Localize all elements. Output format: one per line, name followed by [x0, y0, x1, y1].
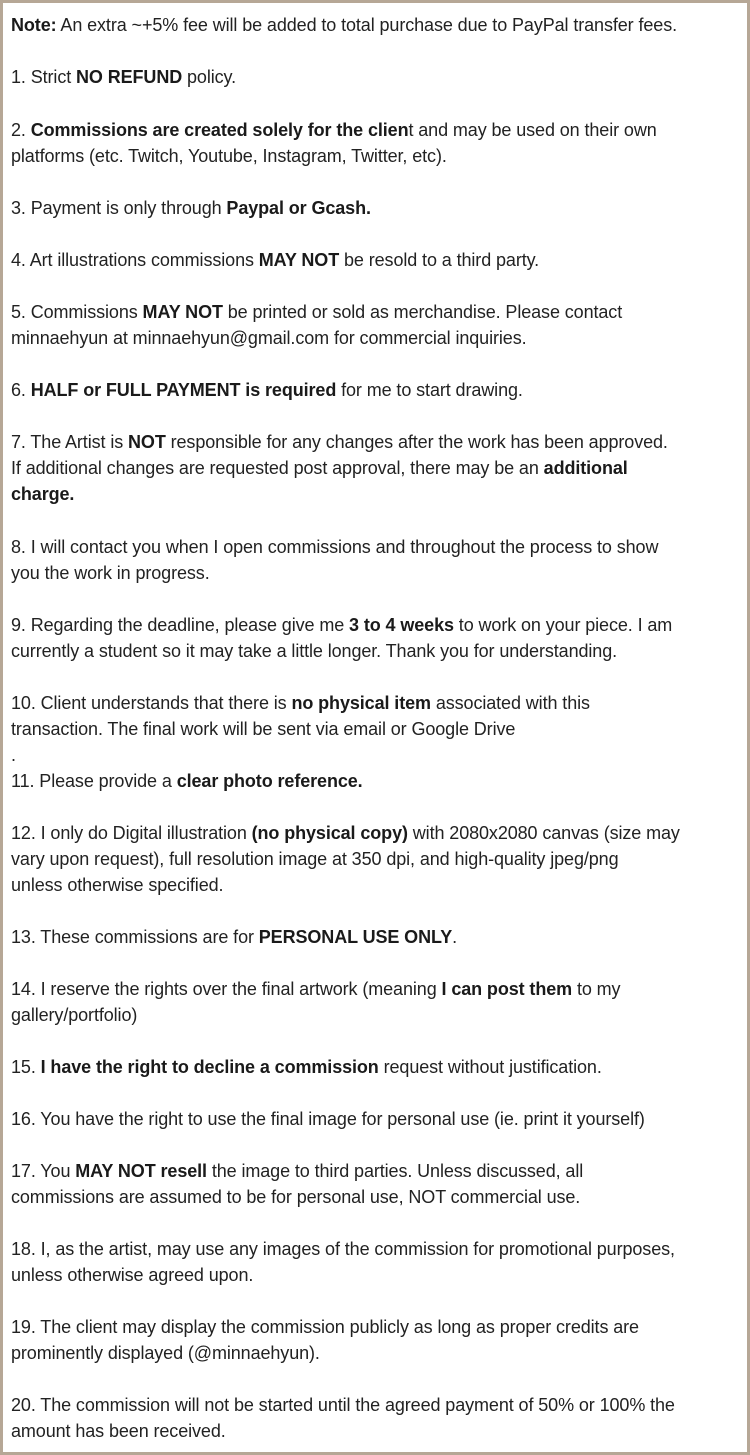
- term-line: [11, 1184, 743, 1210]
- term-line: [11, 1158, 743, 1184]
- term-emphasis: MAY NOT: [142, 302, 223, 322]
- term-line: [11, 1314, 743, 1340]
- term-text: responsible for any changes after the work has been approved.: [165, 432, 668, 452]
- term-text: 6.: [11, 380, 31, 400]
- term-line: [11, 560, 743, 586]
- term-text: policy.: [182, 67, 237, 87]
- term-text: 19. The client may display the commission publicly as long as proper credits are: [11, 1317, 639, 1337]
- term-text: for me to start drawing.: [336, 380, 523, 400]
- term-text: 16. You have the right to use the final image for personal use (ie. print it yourself): [11, 1109, 645, 1129]
- term-text: 7. The Artist is: [11, 432, 129, 452]
- term-line: [11, 690, 743, 716]
- term-emphasis: no physical item: [291, 693, 431, 713]
- term-text: prominently displayed (@minnaehyun).: [11, 1343, 320, 1363]
- term-text: An extra ~+5% fee will be added to total purchase due to PayPal transfer fees.: [56, 15, 677, 35]
- term-text: 10. Client understands that there is: [11, 693, 292, 713]
- term-line: [11, 117, 743, 143]
- term-text: currently a student so it may take a little longer. Thank you for understanding.: [11, 641, 618, 661]
- term-line: [11, 299, 743, 325]
- term-line: [11, 247, 743, 273]
- term-line: [11, 325, 743, 351]
- term-text: transaction. The final work will be sent via email or Google Drive: [11, 719, 516, 739]
- term-text: 9. Regarding the deadline, please give me: [11, 615, 350, 635]
- term-text: .: [452, 927, 458, 947]
- term-text: 8. I will contact you when I open commissions and throughout the process to show: [11, 537, 659, 557]
- term-emphasis: Paypal or Gcash.: [226, 198, 371, 218]
- term-line: [11, 768, 743, 794]
- term-text: 2.: [11, 120, 31, 140]
- term-text: 15.: [11, 1057, 41, 1077]
- term-line: [11, 455, 743, 481]
- term-text: 20. The commission will not be started until the agreed payment of 50% or 100% the: [11, 1395, 675, 1415]
- term-emphasis: I have the right to decline a commission: [40, 1057, 379, 1077]
- term-line: [11, 1340, 743, 1366]
- term-line: [11, 976, 743, 1002]
- term-text: unless otherwise agreed upon.: [11, 1265, 254, 1285]
- term-text: to work on your piece. I am: [453, 615, 673, 635]
- term-line: [11, 872, 743, 898]
- term-line: [11, 481, 743, 507]
- term-line: [11, 638, 743, 664]
- term-text: 12. I only do Digital illustration: [11, 823, 252, 843]
- term-line: [11, 429, 743, 455]
- term-emphasis: additional: [543, 458, 628, 478]
- term-text: 4. Art illustrations commissions: [11, 250, 259, 270]
- term-line: [11, 1002, 743, 1028]
- term-line: [11, 143, 743, 169]
- term-line: [11, 534, 743, 560]
- term-line: [11, 1106, 743, 1132]
- term-text: vary upon request), full resolution image at 350 dpi, and high-quality jpeg/png: [11, 849, 619, 869]
- term-text: to my: [572, 979, 621, 999]
- term-emphasis: charge.: [11, 484, 75, 504]
- term-line: [11, 924, 743, 950]
- term-text: 14. I reserve the rights over the final artwork (meaning: [11, 979, 442, 999]
- term-line: [11, 1236, 743, 1262]
- term-text: commissions are assumed to be for personal use, NOT commercial use.: [11, 1187, 581, 1207]
- term-line: [11, 195, 743, 221]
- term-line: [11, 1262, 743, 1288]
- term-emphasis: clear photo reference.: [176, 771, 363, 791]
- term-text: t and may be used on their own: [408, 120, 657, 140]
- term-line: [11, 1392, 743, 1418]
- term-emphasis: Note:: [11, 15, 57, 35]
- term-line: [11, 612, 743, 638]
- term-text: request without justification.: [378, 1057, 602, 1077]
- term-emphasis: NO REFUND: [76, 67, 183, 87]
- term-emphasis: Commissions are created solely for the clien: [30, 120, 409, 140]
- term-text: 13. These commissions are for: [11, 927, 259, 947]
- term-text: the image to third parties. Unless discussed, all: [206, 1161, 584, 1181]
- term-text: 3. Payment is only through: [11, 198, 227, 218]
- term-line: [11, 820, 743, 846]
- term-emphasis: PERSONAL USE ONLY: [258, 927, 453, 947]
- term-text: with 2080x2080 canvas (size may: [407, 823, 680, 843]
- term-line: [11, 64, 743, 90]
- term-emphasis: MAY NOT: [258, 250, 340, 270]
- term-line: [11, 742, 743, 768]
- term-emphasis: HALF or FULL PAYMENT is required: [30, 380, 337, 400]
- term-text: 11. Please provide a: [11, 771, 177, 791]
- term-line: [11, 1418, 743, 1444]
- term-text: gallery/portfolio): [11, 1005, 138, 1025]
- term-text: be printed or sold as merchandise. Please contact: [222, 302, 623, 322]
- fee-note-line: [11, 12, 743, 38]
- term-emphasis: I can post them: [441, 979, 573, 999]
- term-emphasis: 3 to 4 weeks: [349, 615, 454, 635]
- term-text: you the work in progress.: [11, 563, 210, 583]
- term-text: unless otherwise specified.: [11, 875, 224, 895]
- term-emphasis: (no physical copy): [251, 823, 408, 843]
- term-line: [11, 846, 743, 872]
- term-text: platforms (etc. Twitch, Youtube, Instagram, Twitter, etc).: [11, 146, 447, 166]
- term-text: minnaehyun at minnaehyun@gmail.com for commercial inquiries.: [11, 328, 527, 348]
- term-text: If additional changes are requested post approval, there may be an: [11, 458, 544, 478]
- term-text: be resold to a third party.: [339, 250, 540, 270]
- term-line: [11, 1054, 743, 1080]
- term-emphasis: MAY NOT resell: [75, 1161, 207, 1181]
- term-text: 18. I, as the artist, may use any images of the commission for promotional purposes,: [11, 1239, 675, 1259]
- term-line: [11, 716, 743, 742]
- term-text: amount has been received.: [11, 1421, 226, 1441]
- term-text: .: [11, 745, 16, 765]
- term-text: 1. Strict: [11, 67, 77, 87]
- term-text: 17. You: [11, 1161, 76, 1181]
- term-emphasis: NOT: [128, 432, 166, 452]
- term-line: [11, 377, 743, 403]
- term-text: associated with this: [430, 693, 590, 713]
- term-text: 5. Commissions: [11, 302, 143, 322]
